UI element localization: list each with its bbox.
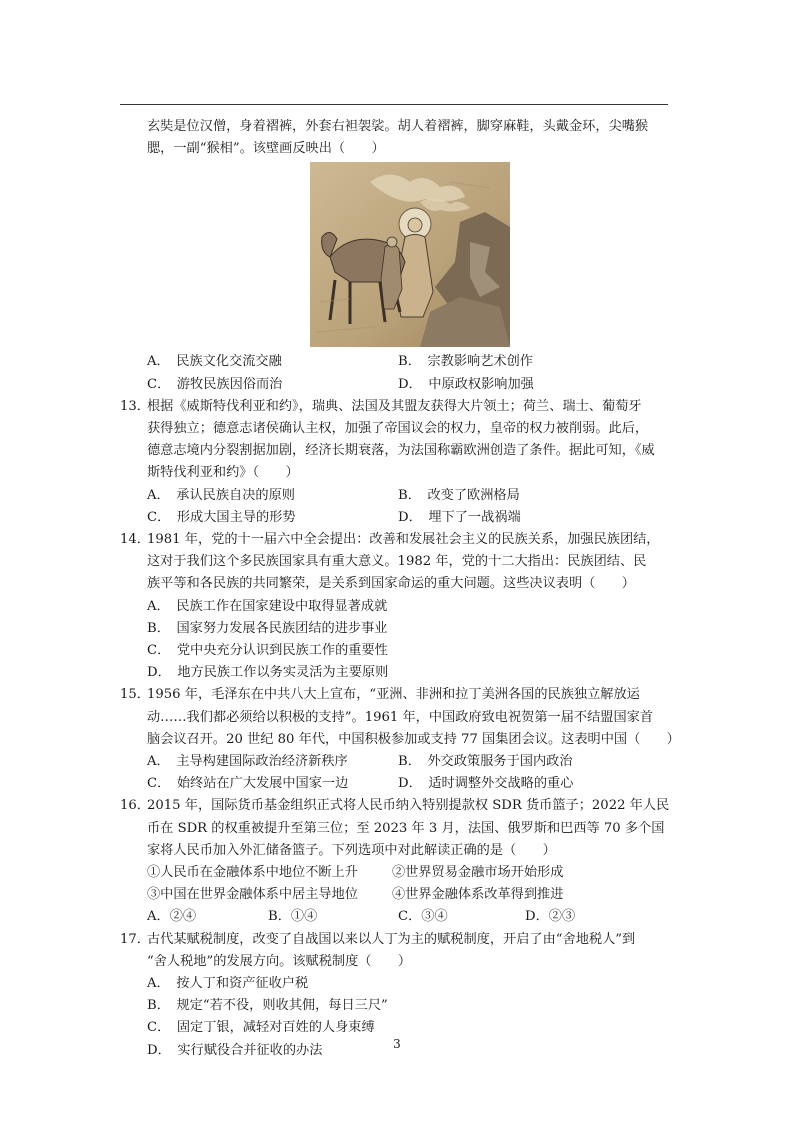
question-13-line-4: 斯特伐利亚和约》（ ） xyxy=(147,465,299,481)
question-13-line-2: 获得独立；德意志诸侯确认主权，加强了帝国议会的权力，皇帝的权力被削弱。此后， xyxy=(147,420,649,436)
question-16-option-a[interactable]: A．②④ xyxy=(147,909,197,925)
question-15-line-3: 脑会议召开。20 世纪 80 年代，中国积极参加或支持 77 国集团会议。这表明中国（ ） xyxy=(147,731,680,747)
question-12-line-2: 腮，一副“猴相”。该壁画反映出（ ） xyxy=(147,141,385,157)
question-16-line-3: 家将人民币加入外汇储备篮子。下列选项中对此解读正确的是（ ） xyxy=(147,842,556,858)
question-16-statements-row-1 xyxy=(120,862,680,884)
question-17-number: 17． xyxy=(120,931,150,947)
question-14-option-b[interactable]: B． 国家努力发展各民族团结的进步事业 xyxy=(147,620,388,636)
question-13-line-1: 根据《威斯特伐利亚和约》，瑞典、法国及其盟友获得大片领土；荷兰、瑞士、葡萄牙 xyxy=(147,398,642,414)
mural-painting-icon xyxy=(310,162,510,347)
question-12-option-d[interactable]: D． 中原政权影响加强 xyxy=(398,376,534,392)
question-content xyxy=(120,116,680,1062)
question-15-option-c[interactable]: C． 始终站在广大发展中国家一边 xyxy=(147,776,349,792)
question-15-option-a[interactable]: A． 主导构建国际政治经济新秩序 xyxy=(147,754,348,769)
question-12-option-a[interactable]: A． 民族文化交流交融 xyxy=(147,354,282,370)
mural-image xyxy=(310,162,510,347)
question-15-line-2: 动……我们都必须给以积极的支持”。1961 年，中国政府致电祝贺第一届不结盟国家首 xyxy=(147,709,654,725)
question-16-option-b[interactable]: B．①④ xyxy=(268,909,318,925)
question-14-option-c[interactable]: C． 党中央充分认识到民族工作的重要性 xyxy=(147,642,388,658)
question-16-statement-4: ④世界金融体系改革得到推进 xyxy=(392,887,564,903)
question-17-option-d[interactable]: D． 实行赋役合并征收的办法 xyxy=(147,1042,323,1058)
page-number: 3 xyxy=(393,1037,401,1051)
question-17-option-c[interactable]: C． 固定丁银，减轻对百姓的人身束缚 xyxy=(147,1020,375,1036)
question-12-options-row-2 xyxy=(120,374,680,396)
question-16-option-c[interactable]: C．③④ xyxy=(398,909,448,925)
question-16-statements-row-2 xyxy=(120,884,680,906)
question-16-options-row xyxy=(120,906,680,928)
question-13-line-3: 德意志境内分裂割据加剧，经济长期衰落，为法国称霸欧洲创造了条件。据此可知，《威 xyxy=(147,443,655,459)
question-13-options-row-2 xyxy=(120,507,680,529)
question-16-statement-1: ①人民币在金融体系中地位不断上升 xyxy=(147,864,358,880)
question-16-option-d[interactable]: D．②③ xyxy=(525,909,576,925)
question-13-options-row-1 xyxy=(120,485,680,507)
question-15-option-b[interactable]: B． 外交政策服务于国内政治 xyxy=(398,754,573,769)
question-17-option-b[interactable]: B． 规定“若不役，则收其佣，每日三尺” xyxy=(147,998,388,1014)
question-13-option-d[interactable]: D． 埋下了一战祸端 xyxy=(398,509,521,525)
question-14-line-3: 族平等和各民族的共同繁荣，是关系到国家命运的重大问题。这些决议表明（ ） xyxy=(147,576,635,592)
question-13 xyxy=(120,396,680,529)
question-14-number: 14． xyxy=(120,531,150,547)
question-14 xyxy=(120,529,680,684)
question-13-option-a[interactable]: A． 承认民族自决的原则 xyxy=(147,487,295,503)
question-16-line-1: 2015 年，国际货币基金组织正式将人民币纳入特别提款权 SDR 货币篮子；2022 年人民 xyxy=(147,798,670,814)
question-12 xyxy=(120,116,680,396)
question-17-option-a[interactable]: A． 按人丁和资产征收户税 xyxy=(147,975,309,991)
question-14-option-d[interactable]: D． 地方民族工作以务实灵活为主要原则 xyxy=(147,665,389,681)
question-17-line-2: “舍人税地”的发展方向。该赋税制度（ ） xyxy=(147,953,412,969)
question-15-number: 15． xyxy=(120,687,150,703)
question-15 xyxy=(120,684,680,795)
question-13-option-c[interactable]: C． 形成大国主导的形势 xyxy=(147,509,296,525)
question-12-option-c[interactable]: C． 游牧民族因俗而治 xyxy=(147,376,283,392)
question-15-options-row-1 xyxy=(120,751,680,773)
question-16-number: 16． xyxy=(120,798,150,814)
question-12-options-row-1 xyxy=(120,351,680,373)
question-14-line-2: 这对于我们这个多民族国家具有重大意义。1982 年，党的十二大指出：民族团结、民 xyxy=(147,554,647,570)
question-16 xyxy=(120,795,680,928)
question-15-options-row-2 xyxy=(120,773,680,795)
question-16-statement-2: ②世界贸易金融市场开始形成 xyxy=(392,864,564,880)
question-17-line-1: 古代某赋税制度，改变了自战国以来以人丁为主的赋税制度，开启了由“舍地税人”到 xyxy=(147,931,636,947)
question-13-number: 13． xyxy=(120,398,150,414)
question-16-statement-3: ③中国在世界金融体系中居主导地位 xyxy=(147,887,358,903)
question-14-option-a[interactable]: A． 民族工作在国家建设中取得显著成就 xyxy=(147,598,388,614)
question-12-line-1: 玄奘是位汉僧，身着褶裤，外套右袒袈裟。胡人着褶裤，脚穿麻鞋，头戴金环，尖嘴猴 xyxy=(147,119,649,134)
question-12-option-b[interactable]: B． 宗教影响艺术创作 xyxy=(398,354,533,370)
question-15-line-1: 1956 年，毛泽东在中共八大上宣布，“亚洲、非洲和拉丁美洲各国的民族独立解放运 xyxy=(147,687,640,703)
question-13-option-b[interactable]: B． 改变了欧洲格局 xyxy=(398,487,520,503)
header-rule xyxy=(120,104,668,105)
question-14-line-1: 1981 年，党的十一届六中全会提出：改善和发展社会主义的民族关系，加强民族团结， xyxy=(147,531,660,547)
question-16-line-2: 币在 SDR 的权重被提升至第三位；至 2023 年 3 月，法国、俄罗斯和巴西等 70 多个国 xyxy=(147,820,665,836)
question-15-option-d[interactable]: D． 适时调整外交战略的重心 xyxy=(398,776,574,792)
